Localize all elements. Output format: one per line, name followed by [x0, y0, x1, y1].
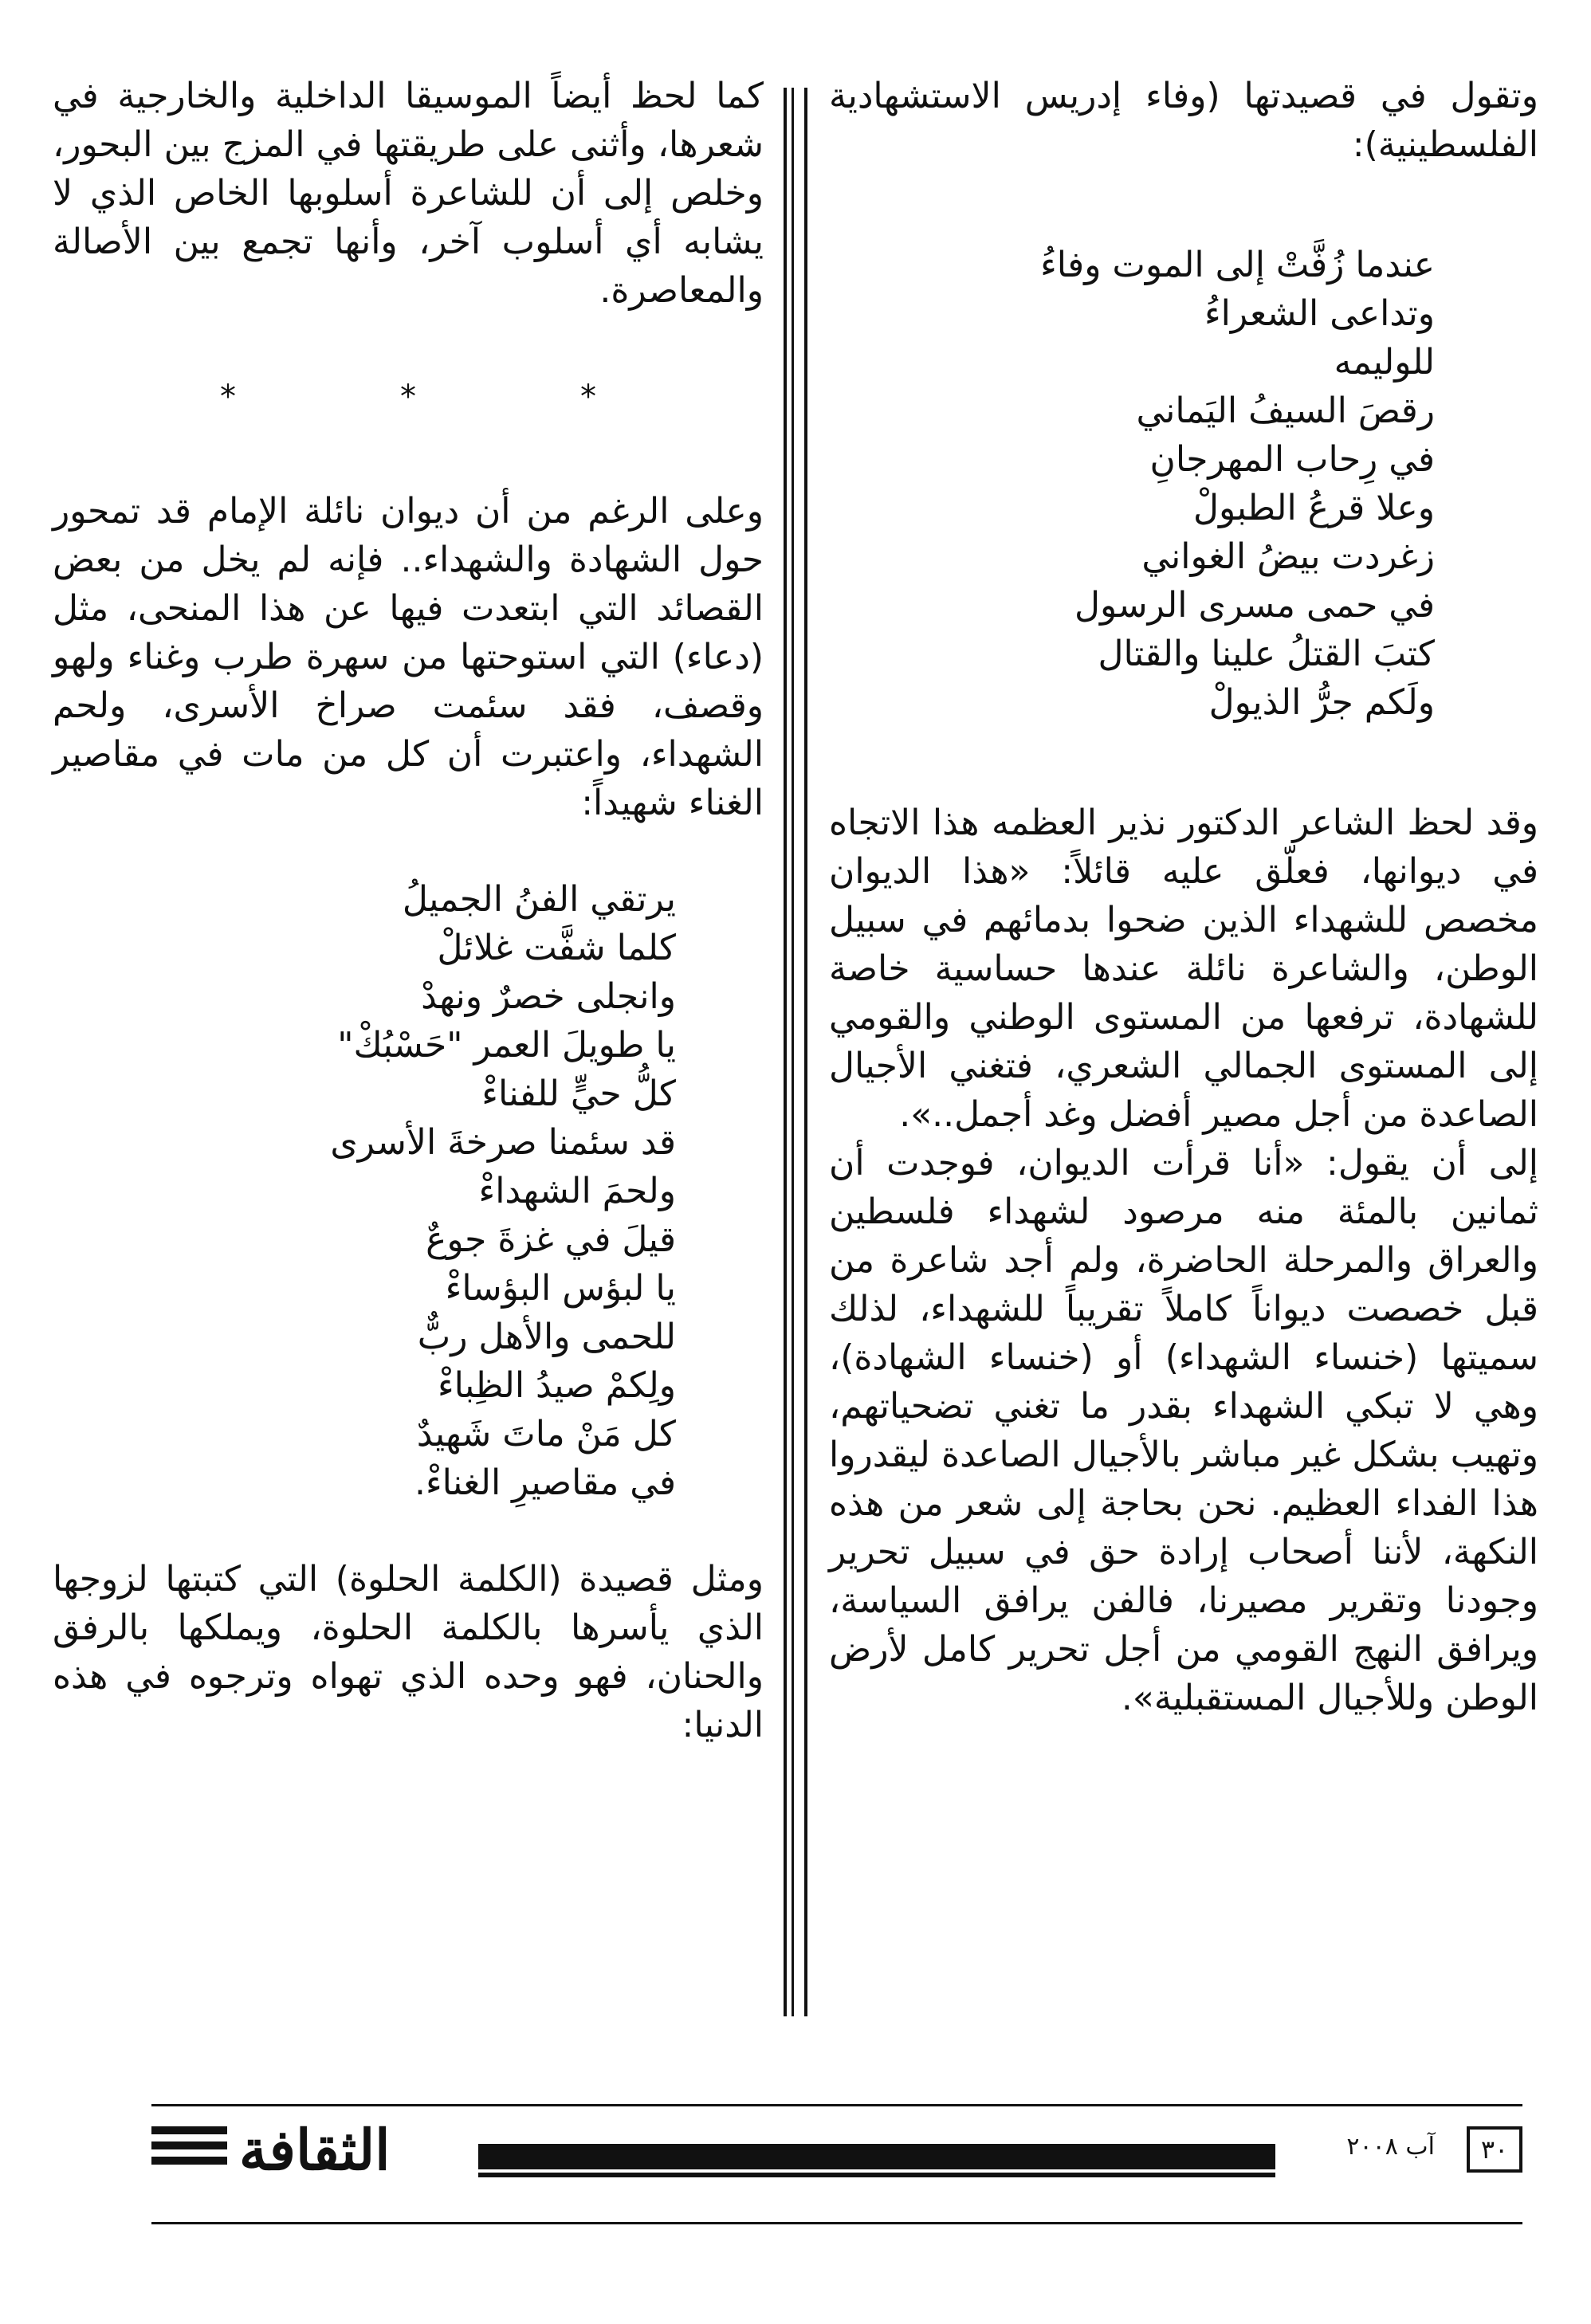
- poem-line: وعلا قرعُ الطبولْ: [1193, 488, 1435, 528]
- poem-line: في رِحاب المهرجانِ: [1149, 439, 1435, 480]
- left-paragraph-3: ومثل قصيدة (الكلمة الحلوة) التي كتبتها لزوجها الذي يأسرها بالكلمة الحلوة، ويملكها بالرفق والحنان، فهو وحده الذي تهواه وترجوه في هذه الدنيا:: [53, 1559, 764, 1745]
- poem-line: ولَكم جرُّ الذيولْ: [1208, 682, 1435, 723]
- magazine-logo: الثقافة: [239, 2117, 391, 2183]
- poem-line: للوليمه: [1334, 342, 1435, 383]
- separator-star: *: [220, 379, 236, 415]
- poem-line: قد سئمنا صرخةَ الأسرى: [330, 1122, 676, 1163]
- column-divider: [784, 88, 807, 2016]
- left-paragraph-1: كما لحظ أيضاً الموسيقا الداخلية والخارجية في شعرها، وأثنى على طريقتها في المزج بين البحور، وخلص إلى أن للشاعرة أسلوبها الخاص الذي لا يشابه أي أسلوب آخر، وأنها تجمع بين الأصالة والمعاصرة.: [53, 76, 764, 311]
- page-number: ٣٠: [1467, 2126, 1522, 2173]
- footer-thin-bar: [478, 2173, 1275, 2177]
- footer-bar: [478, 2144, 1275, 2169]
- section-separator: [53, 379, 764, 415]
- poem-line: ولحمَ الشهداءْ: [478, 1171, 676, 1211]
- left-paragraph-2: وعلى الرغم من أن ديوان نائلة الإمام قد تمحور حول الشهادة والشهداء.. فإنه لم يخل من بعض القصائد التي ابتعدت فيها عن هذا المنحى، مثل (دعاء) التي استوحتها من سهرة طرب وغناء ولهو وقصف، فقد سئمت صراخ الأسرى، ولحم الشهداء، واعتبرت أن كل من مات في مقاصير الغناء شهيداً:: [53, 491, 764, 823]
- poem-line: في مقاصيرِ الغناءْ.: [414, 1462, 676, 1503]
- poem-line: يا طويلَ العمر "حَسْبُكْ": [337, 1025, 676, 1066]
- poem-line: وانجلى خصرٌ ونهدْ: [421, 976, 676, 1017]
- poem-line: ولِكمْ صيدُ الظِباءْ: [437, 1365, 676, 1406]
- poem-line: كتبَ القتلُ علينا والقتال: [1098, 634, 1435, 674]
- poem-line: يا لبؤس البؤساءْ: [445, 1268, 676, 1309]
- right-intro-paragraph: وتقول في قصيدتها (وفاء إدريس الاستشهادية الفلسطينية):: [829, 76, 1538, 165]
- poem-line: قيلَ في غزةَ جوعٌ: [426, 1219, 676, 1260]
- poem-line: رقصَ السيفُ اليَماني: [1136, 391, 1435, 431]
- poem-line: وتداعى الشعراءُ: [1204, 293, 1435, 334]
- poem-line: زغردت بيضُ الغواني: [1141, 536, 1435, 577]
- poem-line: عندما زُفَّتْ إلى الموت وفاءُ: [1040, 245, 1435, 285]
- left-poem: [53, 875, 764, 1507]
- poem-line: للحمى والأهل ربٌّ: [417, 1317, 676, 1357]
- poem-line: يرتقي الفنُ الجميلُ: [402, 879, 676, 920]
- issue-date: آب ٢٠٠٨: [1346, 2133, 1435, 2161]
- page-footer: [151, 2117, 1522, 2184]
- footer-top-rule: [151, 2104, 1522, 2106]
- poem-line: كلُّ حيٍّ للفناءْ: [481, 1074, 676, 1114]
- right-paragraph-quote-1: وقد لحظ الشاعر الدكتور نذير العظمه هذا الاتجاه في ديوانها، فعلّق عليه قائلاً: «هذا الديوان مخصص للشهداء الذين ضحوا بدمائهم في سبيل الوطن، والشاعرة نائلة عندها حساسية خاصة للشهادة، ترفعها من المستوى الوطني والقومي إلى المستوى الجمالي الشعري، فتغني الأجيال الصاعدة من أجل مصير أفضل وغد أجمل..».: [829, 803, 1538, 1135]
- right-column: [829, 72, 1538, 1722]
- right-paragraph-quote-2: إلى أن يقول: «أنا قرأت الديوان، فوجدت أن ثمانين بالمئة منه مرصود لشهداء فلسطين والعراق والمرحلة الحاضرة، ولم أجد شاعرة من قبل خصصت ديواناً كاملاً تقريباً للشهداء، لذلك سميتها (خنساء الشهداء) أو (خنساء الشهادة)، وهي لا تبكي الشهداء بقدر ما تغني تضحياتهم، وتهيب بشكل غير مباشر بالأجيال الصاعدة ليقدروا هذا الفداء العظيم. نحن بحاجة إلى شعر من هذه النكهة، لأننا أصحاب إرادة حق في سبيل تحرير وجودنا وتقرير مصيرنا، فالفن يرافق السياسة، ويرافق النهج القومي من أجل تحرير كامل لأرض الوطن وللأجيال المستقبلية».: [829, 1143, 1538, 1718]
- separator-star: *: [580, 379, 596, 415]
- separator-star: *: [400, 379, 416, 415]
- footer-bottom-rule: [151, 2222, 1522, 2224]
- logo-stripes-icon: [151, 2126, 227, 2182]
- poem-line: كل مَنْ ماتَ شَهيدٌ: [416, 1414, 676, 1454]
- poem-line: في حمى مسرى الرسول: [1074, 585, 1435, 626]
- poem-line: كلما شفَّت غلائلْ: [437, 928, 676, 968]
- left-column: [53, 72, 764, 1749]
- right-poem: [829, 241, 1538, 727]
